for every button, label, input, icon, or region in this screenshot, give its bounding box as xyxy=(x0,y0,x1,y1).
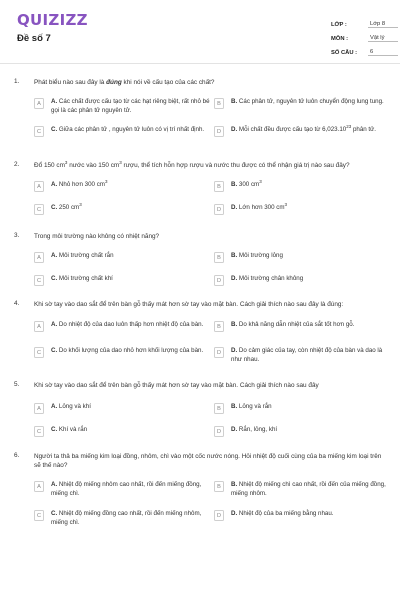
option-text: C. Do khối lượng của dao nhỏ hơn khối lượng của bàn. xyxy=(51,347,204,354)
option-letter-box: A xyxy=(34,481,44,492)
option-letter-box: D xyxy=(214,204,224,215)
option-letter-box: A xyxy=(34,98,44,109)
option-letter-box: A xyxy=(34,403,44,414)
option-text: A. Môi trường chất rắn xyxy=(51,252,114,259)
meta-row-count xyxy=(331,42,398,56)
option-letter-box: B xyxy=(214,321,224,332)
option-letter-box: D xyxy=(214,126,224,137)
option-letter-box: C xyxy=(34,126,44,137)
option-letter-box: A xyxy=(34,252,44,263)
option-letter-box: D xyxy=(214,510,224,521)
option-text: D. Nhiệt độ của ba miếng bằng nhau. xyxy=(231,510,334,517)
option-letter-box: B xyxy=(214,481,224,492)
quizizz-logo: QUIZIZZ xyxy=(17,11,88,29)
meta-label: MÔN : xyxy=(331,36,349,42)
question-number: 6. xyxy=(14,452,20,459)
exam-title: Đề số 7 xyxy=(17,33,51,44)
question-text: Khi sờ tay vào dao sắt để trên bàn gỗ thấy mát hơn sờ tay vào mặt bàn. Cách giải thích nào sau đây xyxy=(34,382,319,389)
option-text: C. Môi trường chất khí xyxy=(51,275,113,282)
question-text: Trong môi trường nào không có nhiệt năng? xyxy=(34,233,160,240)
option-text: B. Các phân tử, nguyên tử luôn chuyển động lung tung. xyxy=(231,98,384,105)
meta-row-class xyxy=(331,14,398,28)
question-number: 4. xyxy=(14,300,20,307)
option-letter-box: A xyxy=(34,181,44,192)
option-text: D. Mỗi chất đều được cấu tạo từ 6,023.10$^{23}$ phân tử. xyxy=(231,123,377,133)
question-text: Khi sờ tay vào dao sắt để trên bàn gỗ thấy mát hơn sờ tay vào mặt bàn. Cách giải thích nào sau đây là đúng: xyxy=(34,301,344,308)
option-text: C. Khí và rắn xyxy=(51,426,88,433)
option-text: D. Rắn, lỏng, khí xyxy=(231,426,278,433)
option-letter-box: B xyxy=(214,252,224,263)
option-text: B. Môi trường lỏng xyxy=(231,252,283,259)
option-text: B. Do khả năng dẫn nhiệt của sắt tốt hơn gỗ. xyxy=(231,321,355,328)
option-letter-box: B xyxy=(214,403,224,414)
option-text: A. Nhiệt độ miếng nhôm cao nhất, rồi đến miếng đồng, miếng chì. xyxy=(51,481,202,497)
option-text: A. Nhỏ hơn 300 $cm^3$ xyxy=(51,178,108,188)
meta-row-subject xyxy=(331,28,398,42)
option-letter-box: C xyxy=(34,510,44,521)
option-text: D. Lớn hơn 300 $cm^3$ xyxy=(231,201,288,211)
option-letter-box: D xyxy=(214,347,224,358)
question-number: 1. xyxy=(14,78,20,85)
option-letter-box: D xyxy=(214,426,224,437)
option-letter-box: C xyxy=(34,426,44,437)
option-letter-box: B xyxy=(214,98,224,109)
option-text: B. Nhiệt độ miếng chì cao nhất, rồi đến của miếng đồng, miếng nhôm. xyxy=(231,481,386,497)
meta-label: SỐ CÂU : xyxy=(331,50,358,56)
option-text: A. Do nhiệt độ của dao luôn thấp hơn nhiệt độ của bàn. xyxy=(51,321,204,328)
option-text: C. Nhiệt độ miếng đồng cao nhất, rồi đến miếng nhôm, miếng chì. xyxy=(51,510,202,526)
question-number: 2. xyxy=(14,161,20,168)
question-text: Người ta thả ba miếng kim loại đồng, nhôm, chì vào một cốc nước nóng. Hỏi nhiệt độ cuối cùng của ba miếng kim loại trên sẽ thế nào? xyxy=(34,453,382,470)
option-text: C. 250 $cm^3$ xyxy=(51,201,82,211)
worksheet-meta xyxy=(331,14,398,56)
option-letter-box: C xyxy=(34,347,44,358)
option-letter-box: D xyxy=(214,275,224,286)
meta-value: 6 xyxy=(368,49,398,56)
option-text: A. Các chất được cấu tạo từ các hạt riêng biệt, rất nhỏ bé gọi là các phân tử nguyên tử. xyxy=(51,98,210,114)
option-text: A. Lỏng và khí xyxy=(51,403,91,410)
header-divider xyxy=(0,63,400,64)
question-text: Đổ 150 $cm^3$ nước vào 150 $cm^3$ rượu, thể tích hỗn hợp rượu và nước thu được có thể nhận giá trị nào sau đây? xyxy=(34,159,350,169)
option-letter-box: C xyxy=(34,275,44,286)
option-text: B. Lỏng và rắn xyxy=(231,403,272,410)
meta-label: LỚP : xyxy=(331,22,347,28)
meta-value: Lớp 8 xyxy=(368,21,398,28)
question-number: 3. xyxy=(14,232,20,239)
option-letter-box: A xyxy=(34,321,44,332)
meta-value: Vật lý xyxy=(368,35,398,42)
option-text: B. 300 $cm^3$ xyxy=(231,178,262,188)
option-letter-box: C xyxy=(34,204,44,215)
option-text: D. Môi trường chân không xyxy=(231,275,304,282)
option-text: D. Do cảm giác của tay, còn nhiệt độ của bàn và dao là như nhau. xyxy=(231,347,383,363)
option-letter-box: B xyxy=(214,181,224,192)
question-text: Phát biểu nào sau đây là đúng khi nói về cấu tạo của các chất? xyxy=(34,79,215,86)
option-text: C. Giữa các phân tử , nguyên tử luôn có vị trí nhất định. xyxy=(51,126,205,133)
question-number: 5. xyxy=(14,381,20,388)
